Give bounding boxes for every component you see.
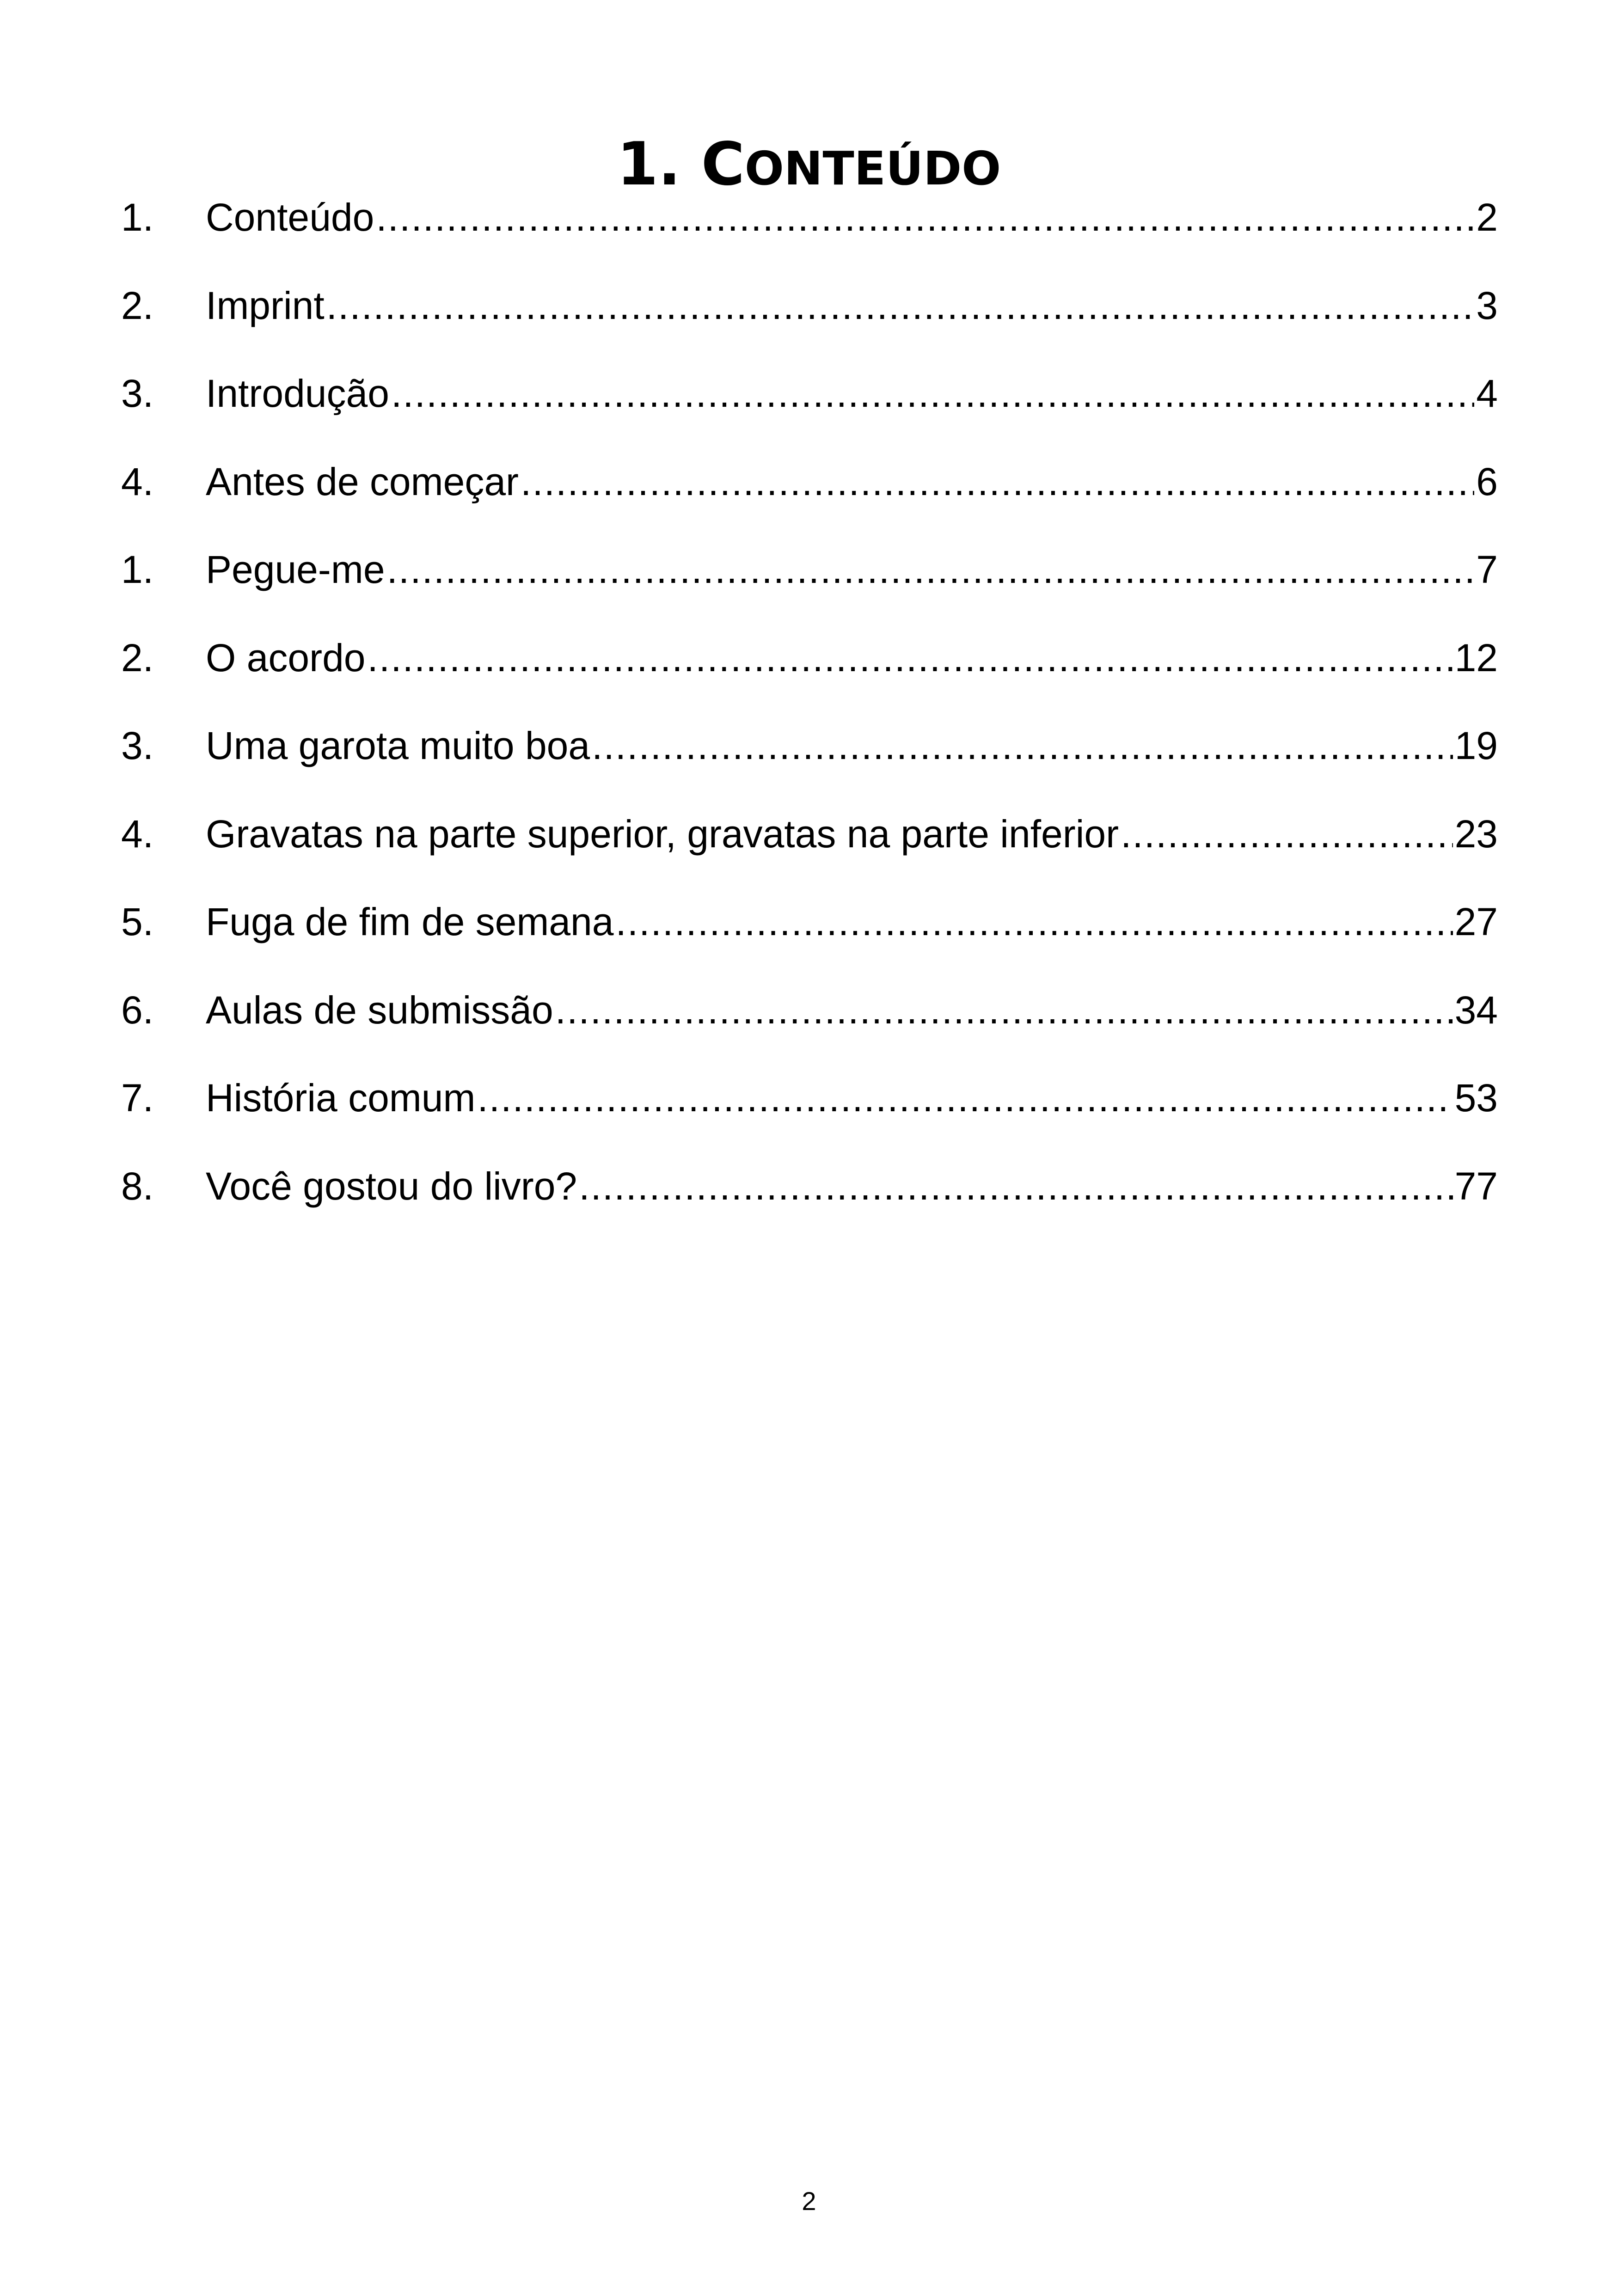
toc-entry-label: Antes de começar bbox=[206, 459, 519, 503]
toc-entry-number: 8. bbox=[121, 1164, 154, 1208]
toc-dot-leader bbox=[592, 716, 1453, 776]
toc-entry[interactable] bbox=[121, 187, 1498, 276]
toc-entry-label: Fuga de fim de semana bbox=[206, 900, 614, 943]
title-number: 1. bbox=[617, 129, 681, 199]
title-first-letter: C bbox=[701, 129, 745, 199]
page-number: 2 bbox=[802, 2186, 816, 2216]
toc-entry-page: 53 bbox=[1454, 1076, 1498, 1120]
toc-entry-label: Conteúdo bbox=[206, 196, 374, 239]
toc-entry-label: Introdução bbox=[206, 372, 389, 415]
toc-entry-label: Uma garota muito boa bbox=[206, 724, 590, 767]
toc-entry-number: 7. bbox=[121, 1076, 154, 1120]
toc-entry-number: 1. bbox=[121, 196, 154, 239]
toc-entry-page: 23 bbox=[1454, 812, 1498, 856]
toc-entry-number: 3. bbox=[121, 724, 154, 767]
toc-dot-leader bbox=[387, 539, 1475, 600]
toc-dot-leader bbox=[477, 1068, 1453, 1128]
toc-entry-page: 19 bbox=[1454, 724, 1498, 767]
toc-entry[interactable] bbox=[121, 452, 1498, 540]
toc-entry-label: O acordo bbox=[206, 636, 366, 680]
toc-entry-label: Gravatas na parte superior, gravatas na parte inferior bbox=[206, 812, 1119, 856]
toc-entry[interactable] bbox=[121, 1156, 1498, 1244]
toc-entry[interactable] bbox=[121, 276, 1498, 364]
table-of-contents bbox=[121, 187, 1498, 1244]
toc-entry-label: Pegue-me bbox=[206, 548, 385, 591]
toc-entry-page: 4 bbox=[1476, 372, 1498, 415]
toc-dot-leader bbox=[376, 187, 1474, 247]
toc-entry-page: 7 bbox=[1476, 548, 1498, 591]
toc-entry-page: 77 bbox=[1454, 1164, 1498, 1208]
toc-entry-label: Imprint bbox=[206, 283, 325, 327]
toc-entry-number: 4. bbox=[121, 459, 154, 503]
toc-entry-number: 2. bbox=[121, 283, 154, 327]
toc-entry-number: 4. bbox=[121, 812, 154, 856]
toc-entry-label: Aulas de submissão bbox=[206, 988, 553, 1032]
toc-entry-number: 6. bbox=[121, 988, 154, 1032]
toc-entry[interactable] bbox=[121, 716, 1498, 804]
toc-entry-number: 5. bbox=[121, 900, 154, 943]
toc-entry-label: Você gostou do livro? bbox=[206, 1164, 577, 1208]
toc-entry[interactable] bbox=[121, 363, 1498, 452]
title-rest: ONTEÚDO bbox=[744, 141, 1001, 196]
toc-entry-number: 3. bbox=[121, 372, 154, 415]
toc-entry-page: 3 bbox=[1476, 283, 1498, 327]
toc-entry-page: 6 bbox=[1476, 459, 1498, 503]
toc-entry-number: 2. bbox=[121, 636, 154, 680]
toc-entry[interactable] bbox=[121, 980, 1498, 1068]
toc-dot-leader bbox=[1121, 804, 1453, 864]
toc-entry[interactable] bbox=[121, 539, 1498, 628]
toc-dot-leader bbox=[368, 628, 1453, 688]
toc-entry[interactable] bbox=[121, 628, 1498, 716]
toc-entry-number: 1. bbox=[121, 548, 154, 591]
toc-entry-page: 34 bbox=[1454, 988, 1498, 1032]
toc-entry[interactable] bbox=[121, 892, 1498, 980]
toc-entry-page: 27 bbox=[1454, 900, 1498, 943]
toc-dot-leader bbox=[391, 363, 1474, 423]
toc-entry[interactable] bbox=[121, 1068, 1498, 1156]
toc-dot-leader bbox=[616, 892, 1453, 952]
toc-entry-page: 12 bbox=[1454, 636, 1498, 680]
toc-dot-leader bbox=[326, 276, 1475, 336]
toc-dot-leader bbox=[555, 980, 1453, 1040]
toc-entry-label: História comum bbox=[206, 1076, 476, 1120]
toc-dot-leader bbox=[521, 452, 1474, 512]
toc-dot-leader bbox=[579, 1156, 1453, 1216]
toc-entry[interactable] bbox=[121, 804, 1498, 892]
toc-entry-page: 2 bbox=[1476, 196, 1498, 239]
